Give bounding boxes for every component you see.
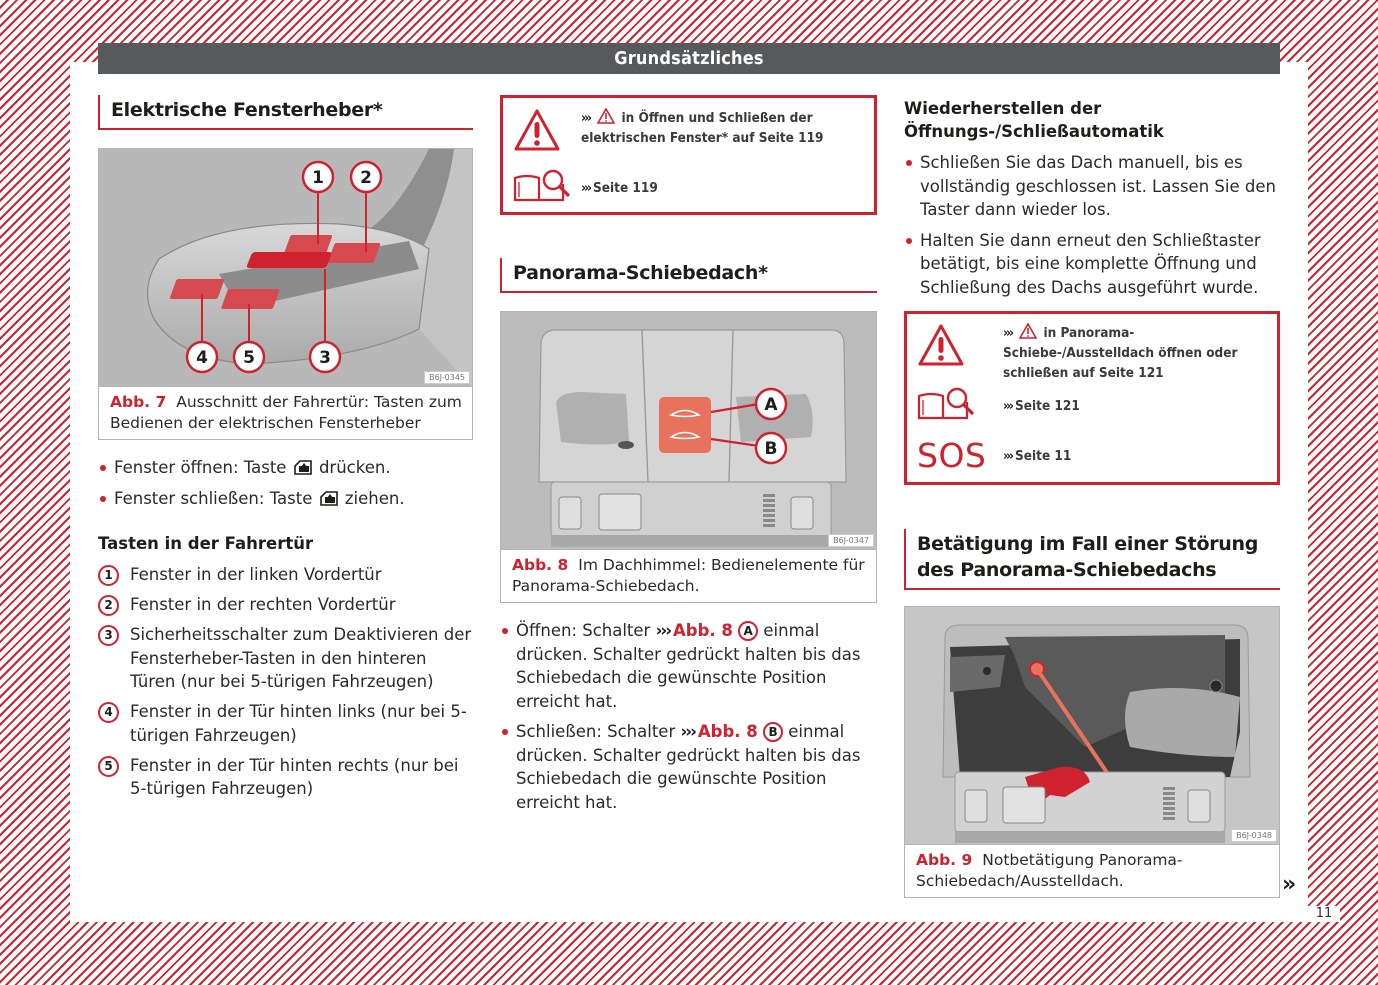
callout-1: 1	[312, 168, 324, 188]
letter-badge: A	[738, 621, 758, 641]
list-item: Öffnen: Schalter ››› Abb. 8 A einmal drücken. Schalter gedrückt halten bis das Schiebedach die gewünschte Position erreicht hat.	[500, 619, 877, 713]
figure-image-emergency-crank	[905, 607, 1279, 845]
figure-label: Abb. 7	[110, 393, 167, 411]
figure-code: B6J-0348	[1231, 829, 1277, 842]
figure-caption	[501, 550, 876, 602]
callout-5: 5	[243, 348, 255, 368]
number-badge: 3	[98, 625, 119, 646]
figure-abb7	[98, 148, 473, 440]
number-badge: 4	[98, 702, 119, 723]
callout-a: A	[764, 395, 778, 415]
door-panel-illustration	[99, 149, 472, 387]
list-item: Fenster schließen: Taste ziehen.	[98, 487, 473, 511]
number-badge: 5	[98, 756, 119, 777]
figure-abb9	[904, 606, 1280, 898]
column-left	[98, 95, 473, 807]
figure-label: Abb. 8	[512, 556, 569, 574]
figure-abb8	[500, 311, 877, 603]
list-item: Halten Sie dann erneut den Schließtaster betätigt, bis eine komplette Öffnung und Schließung des Dachs ausgeführt wurde.	[904, 229, 1280, 300]
list-item: 1 Fenster in der linken Vordertür	[98, 563, 473, 587]
roof-console-illustration	[501, 312, 876, 550]
number-badge: 2	[98, 595, 119, 616]
manual-row	[513, 166, 864, 210]
warning-reference-box	[500, 95, 877, 215]
list-item: Schließen: Schalter ››› Abb. 8 B einmal drücken. Schalter gedrückt halten bis das Schiebedach die gewünschte Position erreicht hat.	[500, 720, 877, 814]
figure-reference-link[interactable]: Abb. 8	[697, 722, 758, 741]
sos-icon: SOS	[917, 436, 987, 475]
figure-code: B6J-0345	[424, 371, 470, 384]
button-legend-list	[98, 563, 473, 801]
warning-reference-box	[904, 311, 1280, 485]
column-middle	[500, 95, 877, 821]
list-item: 3 Sicherheitsschalter zum Deaktivieren der Fensterheber-Tasten in den hinteren Türen (nur bei 5-türigen Fahrzeugen)	[98, 623, 473, 694]
chapter-header: Grundsätzliches	[98, 43, 1280, 74]
list-item: 5 Fenster in der Tür hinten rechts (nur bei 5-türigen Fahrzeugen)	[98, 754, 473, 801]
list-item: 2 Fenster in der rechten Vordertür	[98, 593, 473, 617]
sos-row	[917, 432, 1267, 480]
window-operation-list	[98, 456, 473, 510]
manual-row	[917, 380, 1267, 432]
figure-reference-link[interactable]: Abb. 8	[673, 621, 733, 640]
manual-reference-link[interactable]: Seite 121	[1015, 398, 1080, 414]
figure-image-roof-controls	[501, 312, 876, 550]
subheading-tasten: Tasten in der Fahrertür	[98, 534, 314, 553]
letter-badge: B	[763, 722, 783, 742]
section-title-schiebedach: Panorama-Schiebedach*	[500, 258, 877, 293]
reference-chevrons: ›››	[680, 722, 695, 741]
manual-reference-link[interactable]: Seite 119	[593, 180, 658, 196]
warning-triangle-small-icon	[597, 108, 615, 124]
figure-caption-text: Ausschnitt der Fahrertür: Tasten zum Bedienen der elektrischen Fensterheber	[110, 393, 462, 432]
reference-chevrons: ›››	[1003, 398, 1013, 414]
warning-reference-link[interactable]: in Panorama-Schiebe-/Ausstelldach öffnen oder schließen auf Seite 121	[1003, 325, 1238, 381]
warning-row	[917, 320, 1267, 380]
list-item: Fenster öffnen: Taste drücken.	[98, 456, 473, 480]
sos-reference-link[interactable]: Seite 11	[1015, 448, 1072, 464]
reference-chevrons: ›››	[581, 110, 591, 126]
warning-reference-link[interactable]: in Öffnen und Schließen der elektrischen Fenster* auf Seite 119	[581, 110, 824, 146]
figure-image-door-switches	[99, 149, 472, 387]
figure-caption	[905, 845, 1279, 897]
roof-operation-list	[500, 619, 877, 814]
book-magnifier-icon	[513, 168, 573, 204]
warning-row	[513, 104, 864, 166]
callout-b: B	[764, 439, 778, 459]
window-switch-icon	[320, 491, 338, 506]
continue-on-next-page-icon: »	[1282, 872, 1294, 897]
callout-2: 2	[360, 168, 372, 188]
section-title-stoerung: Betätigung im Fall einer Störung des Panorama-Schiebedachs	[904, 529, 1280, 590]
figure-caption-text: Notbetätigung Panorama-Schiebedach/Ausstelldach.	[916, 851, 1183, 890]
emergency-crank-illustration	[905, 607, 1279, 845]
subheading-automatik: Wiederherstellen der Öffnungs-/Schließautomatik	[904, 99, 1164, 141]
list-item: 4 Fenster in der Tür hinten links (nur bei 5-türigen Fahrzeugen)	[98, 700, 473, 747]
callout-4: 4	[196, 348, 208, 368]
column-right	[904, 95, 1280, 898]
figure-caption-text: Im Dachhimmel: Bedienelemente für Panorama-Schiebedach.	[512, 556, 865, 595]
list-item: Schließen Sie das Dach manuell, bis es vollständig geschlossen ist. Lassen Sie den Taster dann wieder los.	[904, 151, 1280, 222]
reference-chevrons: ›››	[655, 621, 670, 640]
section-title-fensterheber: Elektrische Fensterheber*	[98, 95, 473, 130]
warning-triangle-icon	[513, 108, 561, 152]
window-switch-icon	[294, 460, 312, 475]
warning-triangle-small-icon	[1019, 323, 1037, 339]
warning-triangle-icon	[917, 323, 965, 367]
reference-chevrons: ›››	[1003, 325, 1013, 341]
number-badge: 1	[98, 565, 119, 586]
reference-chevrons: ›››	[1003, 448, 1013, 464]
book-magnifier-icon	[917, 386, 977, 422]
figure-caption	[99, 387, 472, 439]
page-number: 11	[1308, 906, 1340, 922]
reference-chevrons: ›››	[581, 180, 591, 196]
automatik-steps-list	[904, 151, 1280, 299]
callout-3: 3	[319, 348, 331, 368]
figure-code: B6J-0347	[828, 534, 874, 547]
figure-label: Abb. 9	[916, 851, 973, 869]
